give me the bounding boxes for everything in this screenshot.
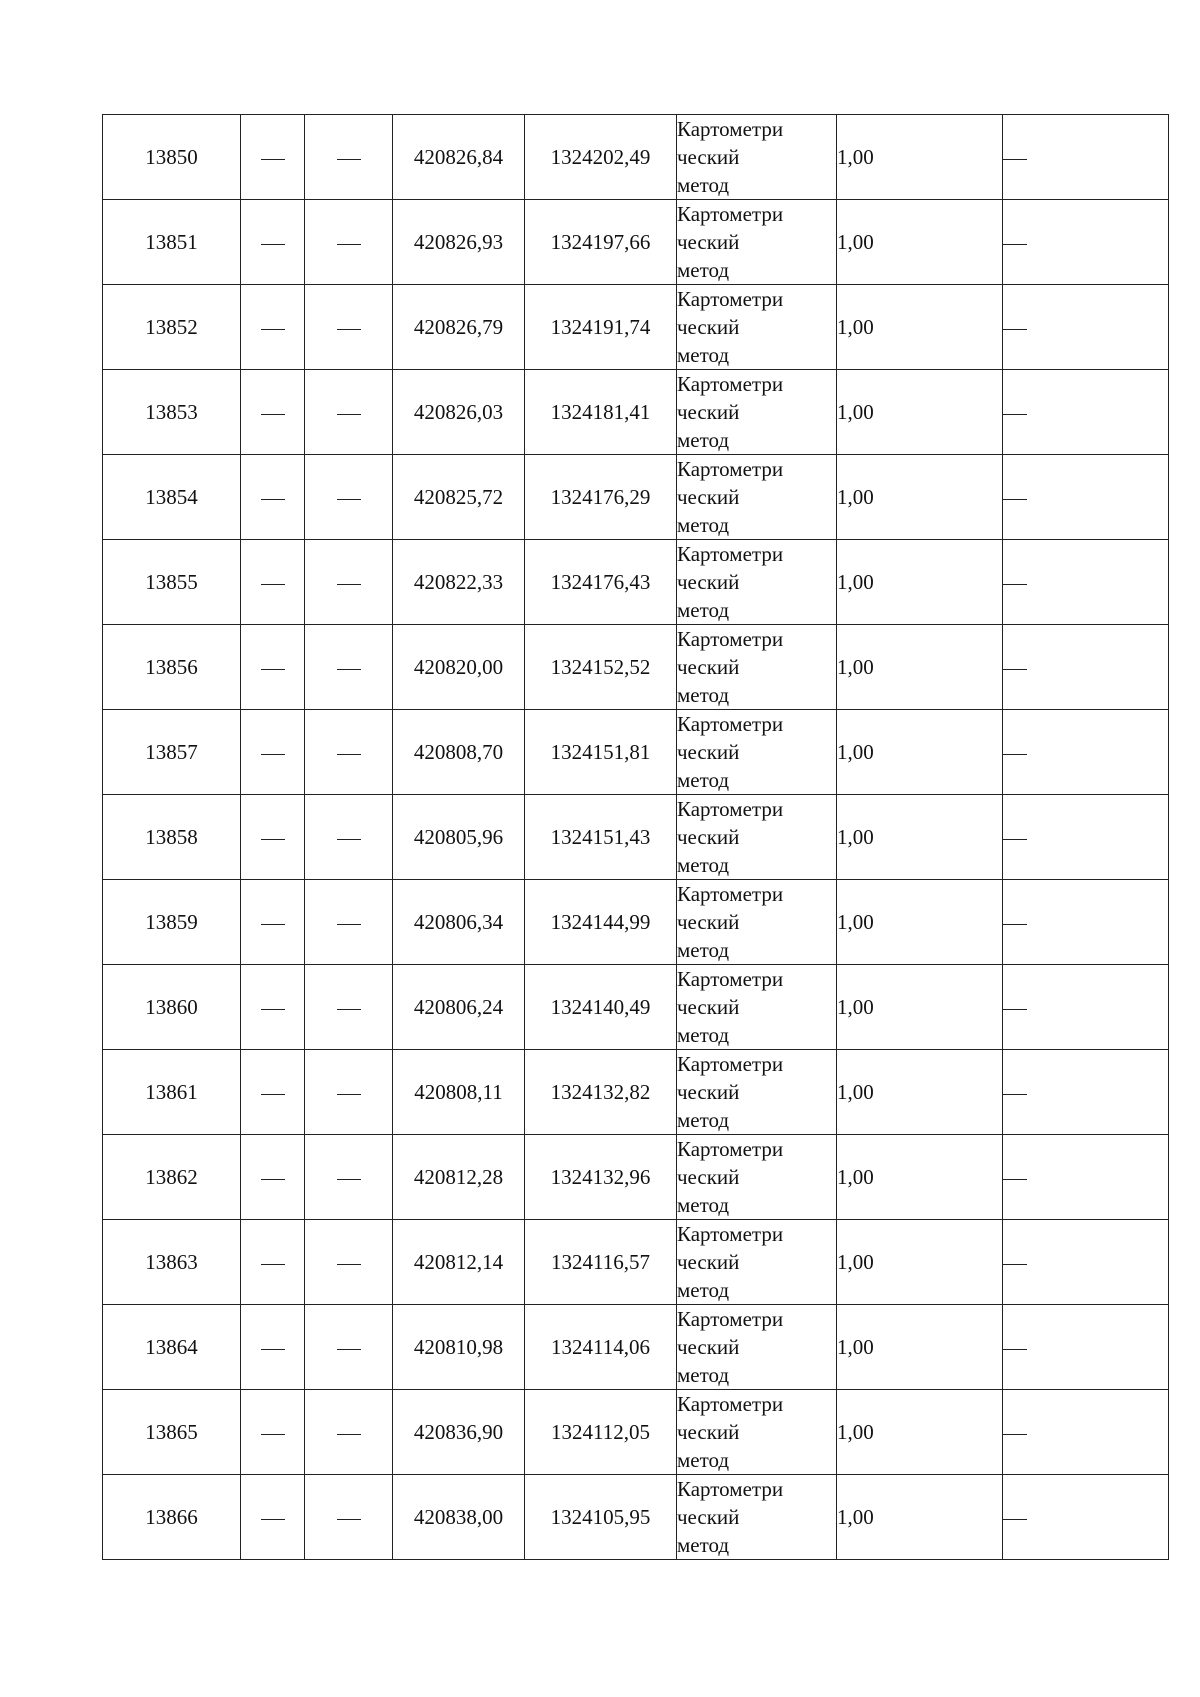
- dash-mark: [1003, 329, 1027, 330]
- point-number: 13866: [103, 1475, 241, 1560]
- method-line: метод: [677, 853, 730, 877]
- point-number: 13853: [103, 370, 241, 455]
- x-coordinate: 420806,24: [393, 965, 525, 1050]
- point-number: 13856: [103, 625, 241, 710]
- accuracy-value: 1,00: [837, 200, 1003, 285]
- accuracy-value: 1,00: [837, 1050, 1003, 1135]
- col3-cell: [305, 1050, 393, 1135]
- dash-mark: [261, 1179, 285, 1180]
- method-line: Картометри: [677, 202, 784, 226]
- dash-mark: [261, 1519, 285, 1520]
- accuracy-value: 1,00: [837, 710, 1003, 795]
- table-body: [103, 115, 1169, 1560]
- accuracy-value: 1,00: [837, 1390, 1003, 1475]
- last-cell: [1003, 1475, 1169, 1560]
- col3-cell: [305, 115, 393, 200]
- point-number: 13852: [103, 285, 241, 370]
- method-line: ческий: [677, 995, 740, 1019]
- method-line: метод: [677, 1108, 730, 1132]
- point-number: 13857: [103, 710, 241, 795]
- method-line: метод: [677, 1448, 730, 1472]
- dash-mark: [1003, 839, 1027, 840]
- point-number: 13864: [103, 1305, 241, 1390]
- col2-cell: [241, 115, 305, 200]
- method-cell: [677, 200, 837, 285]
- method-line: Картометри: [677, 117, 784, 141]
- x-coordinate: 420810,98: [393, 1305, 525, 1390]
- table-row: [103, 625, 1169, 710]
- last-cell: [1003, 1305, 1169, 1390]
- dash-mark: [261, 839, 285, 840]
- method-line: Картометри: [677, 967, 784, 991]
- method-line: метод: [677, 1023, 730, 1047]
- col2-cell: [241, 1475, 305, 1560]
- method-line: ческий: [677, 230, 740, 254]
- y-coordinate: 1324197,66: [525, 200, 677, 285]
- method-line: ческий: [677, 825, 740, 849]
- method-cell: [677, 540, 837, 625]
- dash-mark: [1003, 1434, 1027, 1435]
- table-row: [103, 1305, 1169, 1390]
- method-line: метод: [677, 173, 730, 197]
- dash-mark: [337, 1094, 361, 1095]
- point-number: 13858: [103, 795, 241, 880]
- method-line: Картометри: [677, 457, 784, 481]
- col2-cell: [241, 370, 305, 455]
- dash-mark: [261, 244, 285, 245]
- col3-cell: [305, 200, 393, 285]
- y-coordinate: 1324114,06: [525, 1305, 677, 1390]
- dash-mark: [1003, 1094, 1027, 1095]
- dash-mark: [261, 1094, 285, 1095]
- method-line: метод: [677, 1533, 730, 1557]
- table-row: [103, 1135, 1169, 1220]
- dash-mark: [1003, 1519, 1027, 1520]
- point-number: 13862: [103, 1135, 241, 1220]
- y-coordinate: 1324151,81: [525, 710, 677, 795]
- table-row: [103, 200, 1169, 285]
- x-coordinate: 420812,28: [393, 1135, 525, 1220]
- method-line: ческий: [677, 910, 740, 934]
- method-cell: [677, 880, 837, 965]
- dash-mark: [337, 329, 361, 330]
- dash-mark: [337, 414, 361, 415]
- table-row: [103, 115, 1169, 200]
- last-cell: [1003, 1220, 1169, 1305]
- method-cell: [677, 1220, 837, 1305]
- dash-mark: [261, 924, 285, 925]
- accuracy-value: 1,00: [837, 1305, 1003, 1390]
- x-coordinate: 420826,03: [393, 370, 525, 455]
- dash-mark: [1003, 1179, 1027, 1180]
- dash-mark: [1003, 499, 1027, 500]
- method-line: метод: [677, 1363, 730, 1387]
- accuracy-value: 1,00: [837, 370, 1003, 455]
- dash-mark: [1003, 1009, 1027, 1010]
- last-cell: [1003, 880, 1169, 965]
- last-cell: [1003, 965, 1169, 1050]
- dash-mark: [1003, 414, 1027, 415]
- method-line: Картометри: [677, 372, 784, 396]
- method-line: метод: [677, 513, 730, 537]
- method-line: метод: [677, 258, 730, 282]
- col3-cell: [305, 1220, 393, 1305]
- point-number: 13859: [103, 880, 241, 965]
- last-cell: [1003, 540, 1169, 625]
- col2-cell: [241, 1390, 305, 1475]
- col2-cell: [241, 710, 305, 795]
- x-coordinate: 420808,11: [393, 1050, 525, 1135]
- accuracy-value: 1,00: [837, 880, 1003, 965]
- point-number: 13851: [103, 200, 241, 285]
- x-coordinate: 420822,33: [393, 540, 525, 625]
- method-cell: [677, 455, 837, 540]
- method-line: метод: [677, 343, 730, 367]
- dash-mark: [1003, 669, 1027, 670]
- col3-cell: [305, 1390, 393, 1475]
- col3-cell: [305, 1475, 393, 1560]
- table-row: [103, 880, 1169, 965]
- dash-mark: [261, 1434, 285, 1435]
- dash-mark: [261, 584, 285, 585]
- col2-cell: [241, 965, 305, 1050]
- y-coordinate: 1324132,96: [525, 1135, 677, 1220]
- method-line: ческий: [677, 1505, 740, 1529]
- dash-mark: [261, 754, 285, 755]
- col3-cell: [305, 1305, 393, 1390]
- last-cell: [1003, 1390, 1169, 1475]
- point-number: 13861: [103, 1050, 241, 1135]
- col3-cell: [305, 625, 393, 710]
- method-line: ческий: [677, 400, 740, 424]
- table-row: [103, 540, 1169, 625]
- col2-cell: [241, 285, 305, 370]
- col2-cell: [241, 1050, 305, 1135]
- accuracy-value: 1,00: [837, 540, 1003, 625]
- x-coordinate: 420806,34: [393, 880, 525, 965]
- dash-mark: [337, 1434, 361, 1435]
- col2-cell: [241, 795, 305, 880]
- col2-cell: [241, 1135, 305, 1220]
- dash-mark: [337, 1349, 361, 1350]
- col2-cell: [241, 455, 305, 540]
- accuracy-value: 1,00: [837, 1475, 1003, 1560]
- dash-mark: [1003, 1349, 1027, 1350]
- method-line: ческий: [677, 655, 740, 679]
- dash-mark: [261, 1264, 285, 1265]
- x-coordinate: 420820,00: [393, 625, 525, 710]
- x-coordinate: 420826,93: [393, 200, 525, 285]
- accuracy-value: 1,00: [837, 965, 1003, 1050]
- accuracy-value: 1,00: [837, 115, 1003, 200]
- method-line: Картометри: [677, 1307, 784, 1331]
- method-line: Картометри: [677, 542, 784, 566]
- last-cell: [1003, 115, 1169, 200]
- method-line: метод: [677, 1278, 730, 1302]
- method-cell: [677, 710, 837, 795]
- dash-mark: [337, 924, 361, 925]
- col2-cell: [241, 540, 305, 625]
- last-cell: [1003, 200, 1169, 285]
- x-coordinate: 420808,70: [393, 710, 525, 795]
- accuracy-value: 1,00: [837, 625, 1003, 710]
- method-line: ческий: [677, 1165, 740, 1189]
- y-coordinate: 1324105,95: [525, 1475, 677, 1560]
- dash-mark: [337, 839, 361, 840]
- table-row: [103, 1390, 1169, 1475]
- table-row: [103, 1475, 1169, 1560]
- dash-mark: [337, 584, 361, 585]
- col3-cell: [305, 965, 393, 1050]
- col3-cell: [305, 710, 393, 795]
- method-line: ческий: [677, 1335, 740, 1359]
- method-line: Картометри: [677, 1137, 784, 1161]
- y-coordinate: 1324152,52: [525, 625, 677, 710]
- col2-cell: [241, 625, 305, 710]
- dash-mark: [337, 159, 361, 160]
- y-coordinate: 1324181,41: [525, 370, 677, 455]
- method-line: Картометри: [677, 1477, 784, 1501]
- dash-mark: [1003, 754, 1027, 755]
- last-cell: [1003, 455, 1169, 540]
- method-line: метод: [677, 683, 730, 707]
- x-coordinate: 420812,14: [393, 1220, 525, 1305]
- method-line: Картометри: [677, 1052, 784, 1076]
- x-coordinate: 420826,79: [393, 285, 525, 370]
- table-row: [103, 1220, 1169, 1305]
- accuracy-value: 1,00: [837, 285, 1003, 370]
- method-cell: [677, 965, 837, 1050]
- dash-mark: [337, 1179, 361, 1180]
- point-number: 13863: [103, 1220, 241, 1305]
- col2-cell: [241, 1220, 305, 1305]
- col3-cell: [305, 880, 393, 965]
- table-row: [103, 285, 1169, 370]
- dash-mark: [261, 414, 285, 415]
- x-coordinate: 420825,72: [393, 455, 525, 540]
- y-coordinate: 1324151,43: [525, 795, 677, 880]
- last-cell: [1003, 795, 1169, 880]
- point-number: 13854: [103, 455, 241, 540]
- method-line: ческий: [677, 570, 740, 594]
- method-line: ческий: [677, 1250, 740, 1274]
- table-row: [103, 370, 1169, 455]
- dash-mark: [1003, 584, 1027, 585]
- method-line: ческий: [677, 1420, 740, 1444]
- table-row: [103, 710, 1169, 795]
- dash-mark: [261, 499, 285, 500]
- y-coordinate: 1324116,57: [525, 1220, 677, 1305]
- point-number: 13855: [103, 540, 241, 625]
- dash-mark: [337, 499, 361, 500]
- dash-mark: [261, 669, 285, 670]
- method-line: метод: [677, 768, 730, 792]
- y-coordinate: 1324176,43: [525, 540, 677, 625]
- method-cell: [677, 625, 837, 710]
- dash-mark: [337, 754, 361, 755]
- dash-mark: [1003, 159, 1027, 160]
- accuracy-value: 1,00: [837, 1220, 1003, 1305]
- method-cell: [677, 795, 837, 880]
- dash-mark: [261, 1349, 285, 1350]
- last-cell: [1003, 1135, 1169, 1220]
- col2-cell: [241, 880, 305, 965]
- method-line: ческий: [677, 1080, 740, 1104]
- col2-cell: [241, 1305, 305, 1390]
- x-coordinate: 420838,00: [393, 1475, 525, 1560]
- col3-cell: [305, 370, 393, 455]
- method-line: ческий: [677, 145, 740, 169]
- method-line: Картометри: [677, 287, 784, 311]
- y-coordinate: 1324191,74: [525, 285, 677, 370]
- method-line: Картометри: [677, 1392, 784, 1416]
- method-line: Картометри: [677, 797, 784, 821]
- point-number: 13860: [103, 965, 241, 1050]
- col3-cell: [305, 795, 393, 880]
- method-line: Картометри: [677, 712, 784, 736]
- method-cell: [677, 1475, 837, 1560]
- method-line: ческий: [677, 485, 740, 509]
- y-coordinate: 1324202,49: [525, 115, 677, 200]
- method-cell: [677, 1050, 837, 1135]
- dash-mark: [1003, 244, 1027, 245]
- method-cell: [677, 370, 837, 455]
- accuracy-value: 1,00: [837, 795, 1003, 880]
- dash-mark: [1003, 924, 1027, 925]
- y-coordinate: 1324176,29: [525, 455, 677, 540]
- table-row: [103, 795, 1169, 880]
- method-cell: [677, 1135, 837, 1220]
- method-cell: [677, 285, 837, 370]
- method-line: метод: [677, 1193, 730, 1217]
- point-number: 13850: [103, 115, 241, 200]
- dash-mark: [261, 1009, 285, 1010]
- dash-mark: [337, 244, 361, 245]
- last-cell: [1003, 710, 1169, 795]
- last-cell: [1003, 625, 1169, 710]
- dash-mark: [261, 159, 285, 160]
- last-cell: [1003, 1050, 1169, 1135]
- dash-mark: [261, 329, 285, 330]
- last-cell: [1003, 370, 1169, 455]
- y-coordinate: 1324140,49: [525, 965, 677, 1050]
- method-line: метод: [677, 938, 730, 962]
- dash-mark: [337, 669, 361, 670]
- col3-cell: [305, 1135, 393, 1220]
- accuracy-value: 1,00: [837, 1135, 1003, 1220]
- y-coordinate: 1324144,99: [525, 880, 677, 965]
- method-line: ческий: [677, 740, 740, 764]
- table-row: [103, 1050, 1169, 1135]
- col3-cell: [305, 285, 393, 370]
- x-coordinate: 420836,90: [393, 1390, 525, 1475]
- y-coordinate: 1324112,05: [525, 1390, 677, 1475]
- method-line: метод: [677, 428, 730, 452]
- method-line: Картометри: [677, 627, 784, 651]
- col3-cell: [305, 540, 393, 625]
- method-cell: [677, 1390, 837, 1475]
- dash-mark: [337, 1519, 361, 1520]
- x-coordinate: 420805,96: [393, 795, 525, 880]
- col2-cell: [241, 200, 305, 285]
- coordinates-table: [102, 114, 1169, 1560]
- method-line: Картометри: [677, 882, 784, 906]
- table-row: [103, 455, 1169, 540]
- method-cell: [677, 115, 837, 200]
- last-cell: [1003, 285, 1169, 370]
- table-row: [103, 965, 1169, 1050]
- method-cell: [677, 1305, 837, 1390]
- dash-mark: [1003, 1264, 1027, 1265]
- col3-cell: [305, 455, 393, 540]
- dash-mark: [337, 1264, 361, 1265]
- method-line: метод: [677, 598, 730, 622]
- point-number: 13865: [103, 1390, 241, 1475]
- accuracy-value: 1,00: [837, 455, 1003, 540]
- x-coordinate: 420826,84: [393, 115, 525, 200]
- y-coordinate: 1324132,82: [525, 1050, 677, 1135]
- dash-mark: [337, 1009, 361, 1010]
- method-line: Картометри: [677, 1222, 784, 1246]
- method-line: ческий: [677, 315, 740, 339]
